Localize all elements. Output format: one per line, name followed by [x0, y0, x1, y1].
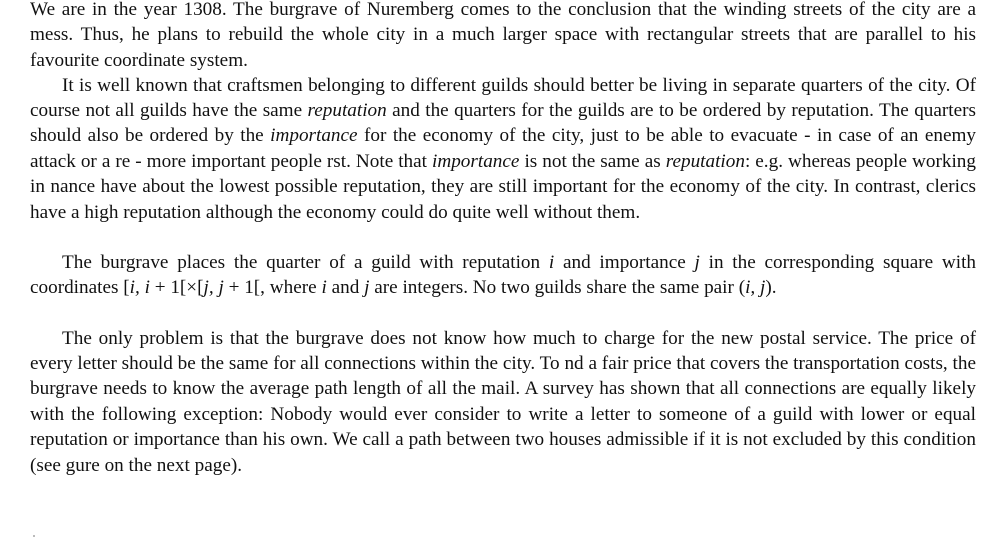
paragraph-3-text: in the corresponding square with coordinates [: [30, 251, 976, 298]
term-reputation: reputation: [307, 99, 387, 121]
paragraph-2-text: : e.g. whereas people working in nance have about the lowest possible reputation, they are still important for the economy of the city. In contrast, clerics have a high reputation although the economy could do quite well without them.: [30, 150, 976, 223]
paragraph-2-text: is not the same as: [519, 150, 666, 172]
paragraph-2-text: for the economy of the city, just to be able to evacuate - in case of an enemy attack or a re - more important people rst. Note that: [30, 125, 976, 172]
scan-speck: [33, 535, 35, 537]
paragraph-3-text: are integers. No two guilds share the same pair (: [369, 276, 746, 298]
math-variable: i: [321, 276, 327, 298]
paragraph-4: [30, 326, 976, 478]
paragraph-1: [30, 0, 976, 73]
paragraph-2-text: It is well known that craftsmen belonging to different guilds should better be living in separate quarters of the city. Of course not all guilds have the same: [30, 74, 976, 121]
math-variable: j: [694, 251, 700, 273]
paragraph-3-text: and: [326, 276, 365, 298]
paragraph-2: [30, 73, 976, 225]
paragraph-3: [30, 250, 976, 301]
paragraph-1-text: We are in the year 1308. The burgrave of Nuremberg comes to the conclusion that the winding streets of the city are a mess. Thus, he plans to rebuild the whole city in a much larger space with rectangular streets that are parallel to his favourite coordinate system.: [30, 0, 976, 71]
paragraph-3-text: + 1[×[: [149, 276, 204, 298]
term-reputation: reputation: [665, 150, 745, 172]
term-importance: importance: [270, 125, 358, 147]
paragraph-3-text: The burgrave places the quarter of a guild with reputation: [62, 251, 549, 273]
math-expression: j, j: [203, 276, 224, 298]
paragraph-2-text: and the quarters for the guilds are to be ordered by reputation. The quarters should also be ordered by the: [30, 99, 976, 147]
math-variable: j: [364, 276, 370, 298]
math-variable: i: [548, 251, 555, 273]
paragraph-3-text: and importance: [554, 251, 695, 273]
paragraph-3-text: + 1[, where: [223, 276, 322, 298]
paragraph-4-text: The only problem is that the burgrave does not know how much to charge for the new postal service. The price of every letter should be the same for all connections within the city. To nd a fair price that covers the transportation costs, the burgrave needs to know the average path length of all the mail. A survey has shown that all connections are equally likely with the following exception: Nobody would ever consider to write a letter to someone of a guild with lower or equal reputation or importance than his own. We call a path between two houses admissible if it is not excluded by this condition (see gure on the next page).: [30, 327, 976, 476]
math-expression: i, i: [129, 276, 150, 298]
paragraph-3-text: ).: [765, 276, 777, 298]
term-importance: importance: [432, 150, 520, 172]
math-expression: i, j: [745, 276, 766, 298]
